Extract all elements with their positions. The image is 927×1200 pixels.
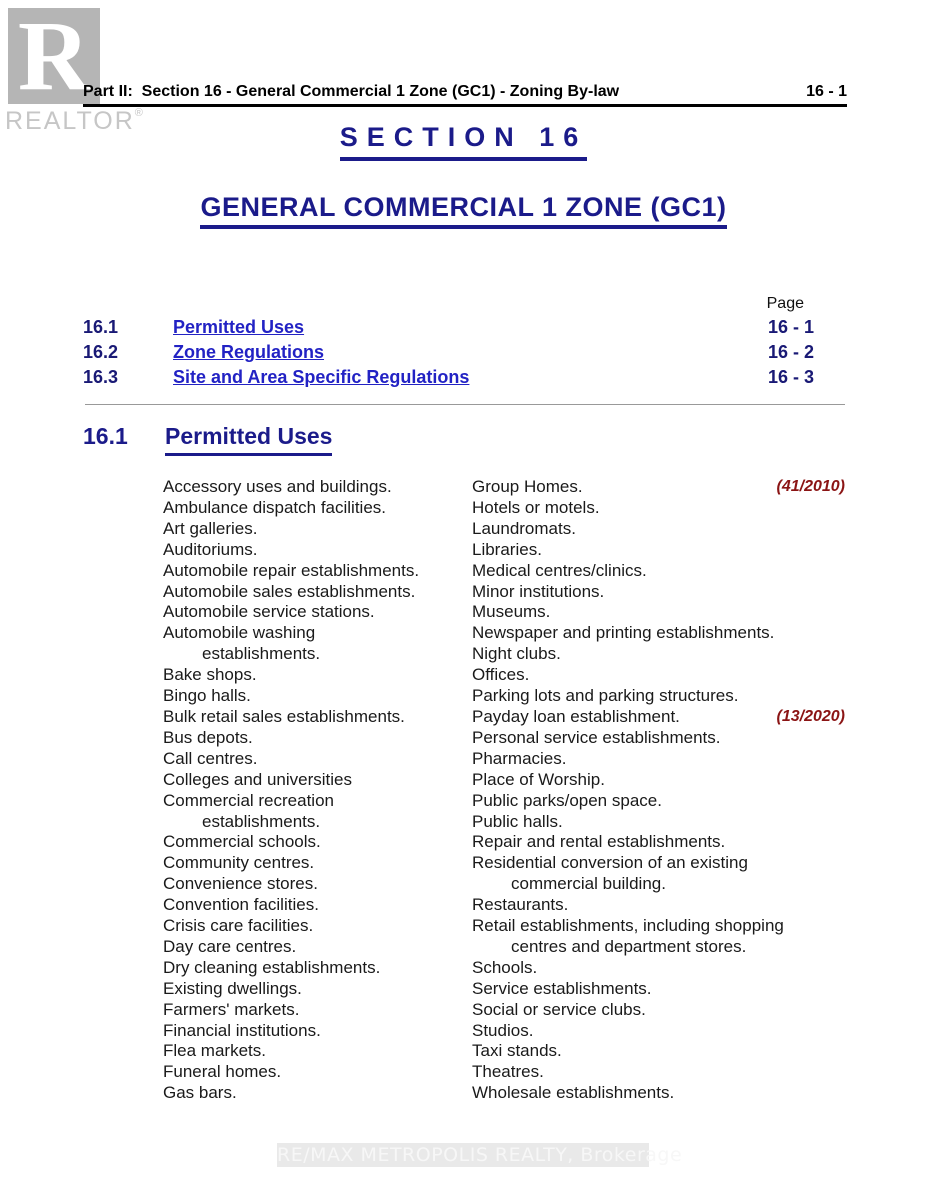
toc-link-site-area-regulations[interactable]: Site and Area Specific Regulations bbox=[173, 367, 470, 387]
list-item bbox=[472, 812, 845, 833]
list-item bbox=[472, 540, 845, 561]
list-item bbox=[163, 770, 472, 791]
list-item bbox=[472, 770, 845, 791]
list-item bbox=[163, 812, 472, 833]
list-item bbox=[163, 498, 472, 519]
permitted-uses-list bbox=[163, 477, 845, 1104]
list-item-text: Convention facilities. bbox=[163, 895, 319, 915]
list-item bbox=[163, 1083, 472, 1104]
list-item bbox=[163, 874, 472, 895]
list-item-text: Accessory uses and buildings. bbox=[163, 477, 392, 496]
list-item bbox=[472, 665, 845, 686]
list-item bbox=[472, 582, 845, 603]
list-item-text: Automobile repair establishments. bbox=[163, 560, 420, 580]
table-of-contents bbox=[83, 295, 814, 391]
list-item bbox=[472, 644, 845, 665]
list-item-text: Laundromats. bbox=[472, 518, 576, 538]
list-item bbox=[163, 644, 472, 665]
list-item-text: Minor institutions. bbox=[472, 581, 605, 601]
list-item-text: Retail establishments, including shopping bbox=[472, 916, 784, 936]
list-item-text: Bingo halls. bbox=[163, 686, 251, 706]
toc-number: 16.2 bbox=[83, 342, 119, 362]
list-item-text: Personal service establishments. bbox=[472, 727, 721, 747]
list-item-text: Service establishments. bbox=[472, 978, 652, 998]
list-item bbox=[163, 561, 472, 582]
permitted-uses-number: 16.1 bbox=[83, 423, 128, 449]
list-item bbox=[163, 937, 472, 958]
permitted-uses-heading bbox=[83, 423, 332, 456]
list-item bbox=[163, 686, 472, 707]
section-divider bbox=[85, 404, 845, 405]
list-item-text: Bulk retail sales establishments. bbox=[163, 706, 405, 726]
list-item-text: Crisis care facilities. bbox=[163, 916, 314, 936]
list-item-text: Community centres. bbox=[163, 853, 315, 873]
list-item-text: Libraries. bbox=[472, 539, 542, 559]
permitted-uses-heading-text: Permitted Uses bbox=[165, 423, 332, 456]
list-item bbox=[163, 853, 472, 874]
list-item-text: Public halls. bbox=[472, 811, 563, 831]
list-item-text: Parking lots and parking structures. bbox=[472, 686, 739, 706]
list-item bbox=[163, 958, 472, 979]
list-item-text: Taxi stands. bbox=[472, 1041, 562, 1061]
list-item bbox=[163, 477, 472, 498]
list-item bbox=[472, 707, 845, 728]
list-item-text: Medical centres/clinics. bbox=[472, 560, 647, 580]
list-item-text: Studios. bbox=[472, 1020, 534, 1040]
list-item bbox=[472, 561, 845, 582]
list-item-text: Public parks/open space. bbox=[472, 790, 662, 810]
amendment-annotation: (13/2020) bbox=[776, 707, 845, 725]
section-title-text: SECTION 16 bbox=[340, 122, 588, 161]
list-item bbox=[472, 979, 845, 1000]
list-item-text: Automobile sales establishments. bbox=[163, 581, 416, 601]
list-item-text: Museums. bbox=[472, 602, 551, 622]
toc-page-number: 16 - 2 bbox=[767, 342, 814, 362]
realtor-logo-letter: R bbox=[17, 8, 91, 104]
zone-title bbox=[0, 192, 927, 229]
toc-row-permitted-uses bbox=[83, 316, 814, 341]
list-item bbox=[472, 791, 845, 812]
list-item bbox=[472, 749, 845, 770]
list-item bbox=[163, 791, 472, 812]
list-item-text: centres and department stores. bbox=[511, 936, 747, 956]
list-item-text: Farmers' markets. bbox=[163, 999, 300, 1019]
list-item bbox=[472, 728, 845, 749]
permitted-uses-left-column bbox=[163, 477, 472, 1104]
list-item-text: Restaurants. bbox=[472, 895, 569, 915]
list-item-text: Offices. bbox=[472, 665, 530, 685]
list-item-text: Auditoriums. bbox=[163, 539, 258, 559]
list-item-text: Repair and rental establishments. bbox=[472, 832, 726, 852]
list-item-text: Funeral homes. bbox=[163, 1062, 282, 1082]
list-item-text: Bus depots. bbox=[163, 727, 253, 747]
list-item bbox=[163, 916, 472, 937]
list-item bbox=[163, 1021, 472, 1042]
list-item bbox=[472, 832, 845, 853]
list-item-text: Theatres. bbox=[472, 1062, 544, 1082]
list-item-text: establishments. bbox=[202, 811, 321, 831]
list-item bbox=[163, 602, 472, 623]
list-item bbox=[472, 958, 845, 979]
list-item bbox=[472, 874, 845, 895]
brokerage-watermark: RE/MAX METROPOLIS REALTY, Brokerage bbox=[277, 1144, 683, 1166]
list-item bbox=[163, 623, 472, 644]
list-item-text: Commercial schools. bbox=[163, 832, 321, 852]
list-item bbox=[472, 1083, 845, 1104]
list-item bbox=[163, 895, 472, 916]
amendment-annotation: (41/2010) bbox=[776, 478, 845, 495]
list-item-text: Residential conversion of an existing bbox=[472, 853, 748, 873]
page-header bbox=[83, 83, 847, 107]
list-item-text: Dry cleaning establishments. bbox=[163, 957, 381, 977]
toc-row-zone-regulations bbox=[83, 341, 814, 366]
list-item-text: establishments. bbox=[202, 644, 321, 664]
list-item bbox=[163, 582, 472, 603]
registered-trademark-icon: ® bbox=[134, 107, 143, 119]
list-item-text: Payday loan establishment. bbox=[472, 706, 680, 726]
list-item-text: Call centres. bbox=[163, 748, 258, 768]
toc-number: 16.1 bbox=[83, 317, 119, 337]
list-item bbox=[472, 686, 845, 707]
list-item bbox=[472, 895, 845, 916]
list-item bbox=[472, 498, 845, 519]
toc-link-permitted-uses[interactable]: Permitted Uses bbox=[173, 317, 305, 337]
list-item bbox=[472, 477, 845, 498]
list-item-text: Pharmacies. bbox=[472, 748, 567, 768]
list-item bbox=[163, 1062, 472, 1083]
list-item bbox=[163, 749, 472, 770]
toc-page-number: 16 - 1 bbox=[767, 317, 814, 337]
list-item bbox=[472, 1062, 845, 1083]
list-item bbox=[163, 979, 472, 1000]
list-item-text: commercial building. bbox=[511, 874, 666, 894]
list-item-text: Existing dwellings. bbox=[163, 978, 302, 998]
list-item bbox=[163, 707, 472, 728]
list-item-text: Automobile washing bbox=[163, 623, 316, 643]
list-item-text: Hotels or motels. bbox=[472, 497, 600, 517]
toc-row-site-area-regulations bbox=[83, 366, 814, 391]
list-item-text: Ambulance dispatch facilities. bbox=[163, 497, 387, 517]
list-item bbox=[163, 540, 472, 561]
list-item-text: Art galleries. bbox=[163, 518, 258, 538]
list-item-text: Bake shops. bbox=[163, 665, 257, 685]
toc-link-zone-regulations[interactable]: Zone Regulations bbox=[173, 342, 325, 362]
list-item-text: Wholesale establishments. bbox=[472, 1083, 675, 1103]
list-item-text: Convenience stores. bbox=[163, 874, 318, 894]
list-item-text: Social or service clubs. bbox=[472, 999, 646, 1019]
list-item bbox=[472, 1041, 845, 1062]
list-item-text: Gas bars. bbox=[163, 1083, 237, 1103]
list-item-text: Flea markets. bbox=[163, 1041, 266, 1061]
list-item bbox=[163, 519, 472, 540]
list-item bbox=[472, 602, 845, 623]
list-item-text: Commercial recreation bbox=[163, 790, 334, 810]
list-item-text: Day care centres. bbox=[163, 936, 297, 956]
list-item bbox=[472, 853, 845, 874]
list-item-text: Colleges and universities bbox=[163, 769, 352, 789]
toc-page-number: 16 - 3 bbox=[767, 367, 814, 387]
section-title bbox=[0, 122, 927, 161]
list-item bbox=[472, 519, 845, 540]
list-item-text: Place of Worship. bbox=[472, 769, 605, 789]
list-item bbox=[163, 665, 472, 686]
list-item bbox=[472, 1021, 845, 1042]
header-title: Part II: Section 16 - General Commercial 1 Zone (GC1) - Zoning By-law bbox=[83, 83, 620, 100]
permitted-uses-right-column bbox=[472, 477, 845, 1104]
list-item-text: Financial institutions. bbox=[163, 1020, 321, 1040]
list-item-text: Schools. bbox=[472, 957, 538, 977]
list-item bbox=[163, 728, 472, 749]
toc-page-label: Page bbox=[766, 295, 804, 312]
list-item-text: Newspaper and printing establishments. bbox=[472, 623, 775, 643]
list-item bbox=[163, 1000, 472, 1021]
list-item bbox=[472, 1000, 845, 1021]
header-page-number: 16 - 1 bbox=[806, 83, 847, 100]
list-item bbox=[163, 832, 472, 853]
zone-title-text: GENERAL COMMERCIAL 1 ZONE (GC1) bbox=[200, 192, 726, 229]
realtor-watermark bbox=[5, 8, 143, 136]
list-item bbox=[472, 916, 845, 937]
realtor-wordmark-text: REALTOR bbox=[5, 107, 135, 135]
list-item-text: Group Homes. bbox=[472, 477, 583, 496]
list-item-text: Night clubs. bbox=[472, 644, 561, 664]
list-item bbox=[472, 937, 845, 958]
toc-number: 16.3 bbox=[83, 367, 119, 387]
list-item-text: Automobile service stations. bbox=[163, 602, 375, 622]
list-item bbox=[472, 623, 845, 644]
list-item bbox=[163, 1041, 472, 1062]
